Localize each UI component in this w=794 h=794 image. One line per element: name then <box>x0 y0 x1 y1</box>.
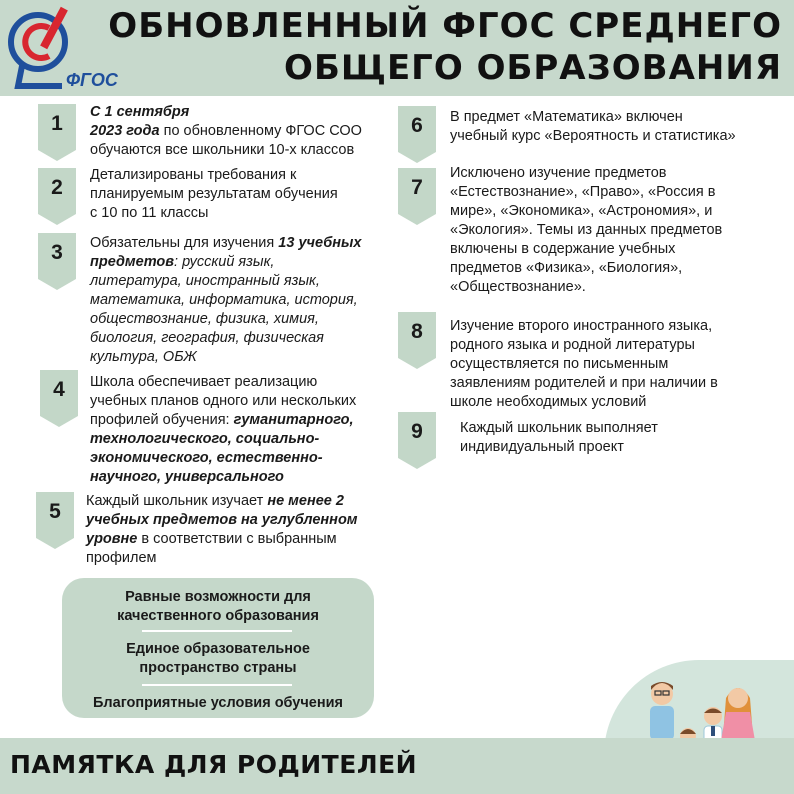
header-band <box>0 0 794 96</box>
number-badge-7: 7 <box>398 168 436 214</box>
number-badge-4: 4 <box>40 370 78 416</box>
benefits-panel <box>62 578 374 718</box>
page-title-line2: ОБЩЕГО ОБРАЗОВАНИЯ <box>284 48 782 88</box>
number-badge-2: 2 <box>38 168 76 214</box>
benefit-favorable-conditions: Благоприятные условия обучения <box>93 695 343 711</box>
panel-divider <box>142 630 292 632</box>
item-4: Школа обеспечивает реализацию учебных планов одного или нескольких профилей обучения: гуманитарного, технологического, социально- экономического, естественно- научного, универсального <box>90 374 357 485</box>
number-badge-8: 8 <box>398 312 436 358</box>
benefit-unified-space: Единое образовательное пространство страны <box>126 641 310 676</box>
logo-text: ФГОС <box>66 70 118 90</box>
footer-band <box>0 738 794 794</box>
item-7: Исключено изучение предметов «Естествознание», «Право», «Россия в мире», «Экономика», «Астрономия», и «Экология». Темы из данных предметов включены в содержание учебных предметов «Физика», «Биология», «Обществознание». <box>450 165 723 295</box>
item-3: Обязательны для изучения 13 учебных предметов: русский язык, литература, иностранный язык, математика, информатика, история, обществознание, физика, химия, биология, география, физическая культура, ОБЖ <box>90 235 362 365</box>
number-badge-3: 3 <box>38 233 76 279</box>
number-badge-6: 6 <box>398 106 436 152</box>
item-5: Каждый школьник изучает не менее 2 учебных предметов на углубленном уровне в соответствии с выбранным профилем <box>86 493 358 566</box>
number-badge-5: 5 <box>36 492 74 538</box>
footer-title: ПАМЯТКА ДЛЯ РОДИТЕЛЕЙ <box>10 750 418 779</box>
item-1: С 1 сентября 2023 года по обновленному ФГОС СОО обучаются все школьники 10-х классов <box>90 104 362 158</box>
item-8: Изучение второго иностранного языка, родного языка и родной литературы осуществляется по письменным заявлениям родителей и при наличии в школе необходимых условий <box>450 318 718 410</box>
number-badge-1: 1 <box>38 104 76 150</box>
item-2: Детализированы требования к планируемым результатам обучения с 10 по 11 классы <box>90 167 338 221</box>
panel-divider <box>142 684 292 686</box>
item-9: Каждый школьник выполняет индивидуальный проект <box>460 420 658 455</box>
benefit-equal-opportunities: Равные возможности для качественного образования <box>117 589 319 624</box>
page-title-line1: ОБНОВЛЕННЫЙ ФГОС СРЕДНЕГО <box>108 6 782 46</box>
number-badge-9: 9 <box>398 412 436 458</box>
item-6: В предмет «Математика» включен учебный курс «Вероятность и статистика» <box>450 109 736 144</box>
